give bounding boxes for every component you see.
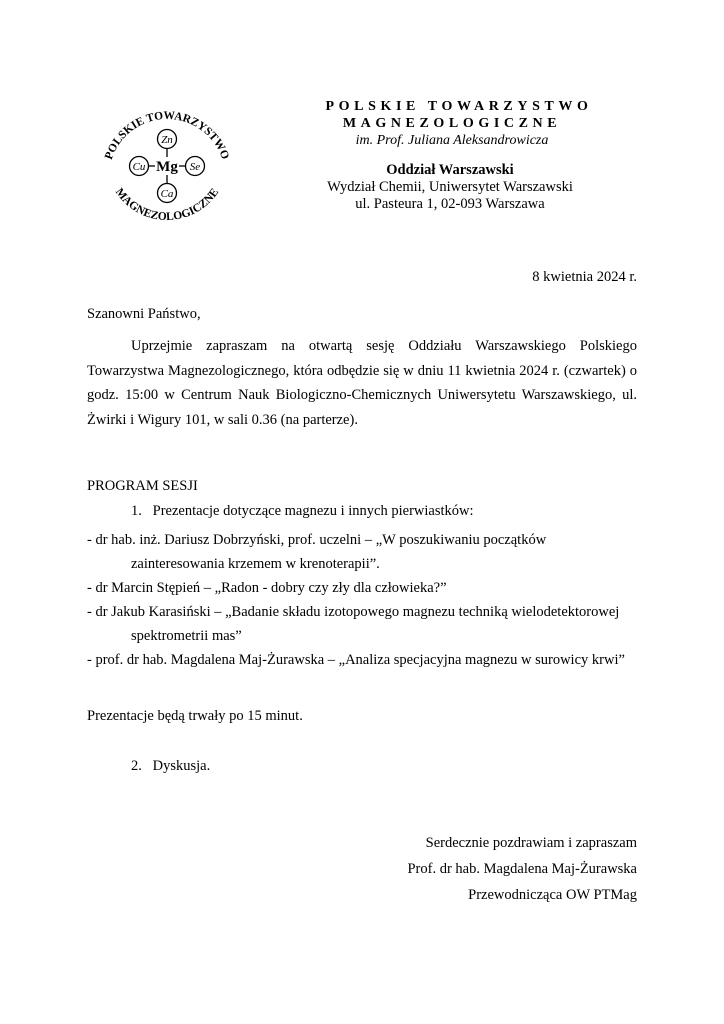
speaker-entry-text: - dr Jakub Karasiński – „Badanie składu izotopowego magnezu techniką wielodetektorowej <box>87 604 620 620</box>
society-patron: im. Prof. Juliana Aleksandrowicza <box>355 133 549 148</box>
speaker-entry-text: - dr hab. inż. Dariusz Dobrzyński, prof. uczelni – „W poszukiwaniu początków <box>87 532 547 548</box>
intro-text: Uprzejmie zapraszam na otwartą sesję Oddziału Warszawskiego Polskiego Towarzystwa Magnezologicznego, która odbędzie się w dniu 11 kwietnia 2024 r. (czwartek) o godz. 15:00 w Centrum Nauk Biologiczno-Chemicznych Uniwersytetu Warszawskiego, ul. Żwirki i Wigury 101, w sali 0.36 (na parterze). <box>87 338 637 428</box>
intro-paragraph <box>87 334 637 432</box>
program-item-1-label: Prezentacje dotyczące magnezu i innych pierwiastków: <box>152 503 474 519</box>
program-item-2-label: Dyskusja. <box>152 758 211 774</box>
society-name-line2: MAGNEZOLOGICZNE <box>342 116 562 131</box>
letter-date: 8 kwietnia 2024 r. <box>532 269 637 285</box>
logo-element-zn: Zn <box>161 134 173 146</box>
logo-seal <box>92 101 242 229</box>
logo-ring-text-top: POLSKIE TOWARZYSTWO <box>102 109 232 162</box>
logo-element-se: Se <box>189 161 201 173</box>
society-logo <box>92 101 242 229</box>
speaker-entry-continuation: zainteresowania krzemem w krenoterapii”. <box>131 556 380 572</box>
logo-element-ca: Ca <box>160 188 174 200</box>
closing-signature <box>407 830 637 908</box>
speaker-entry <box>87 576 647 600</box>
speaker-entry-text: - dr Marcin Stępień – „Radon - dobry czy zły dla człowieka?” <box>87 580 447 596</box>
speaker-entry <box>87 648 647 672</box>
society-name-line1: POLSKIE TOWARZYSTWO <box>325 99 593 114</box>
presentation-duration: Prezentacje będą trwały po 15 minut. <box>87 708 303 724</box>
program-title: PROGRAM SESJI <box>87 478 198 494</box>
branch-name: Oddział Warszawski <box>386 162 514 178</box>
program-item-2-number: 2. <box>131 758 142 774</box>
speaker-entry-text: - prof. dr hab. Magdalena Maj-Żurawska – „Analiza specjacyjna magnezu w surowicy krwi” <box>87 652 625 668</box>
program-item-1 <box>131 503 474 520</box>
speaker-list <box>87 528 647 672</box>
salutation: Szanowni Państwo, <box>87 306 201 322</box>
logo-element-mg: Mg <box>156 159 178 175</box>
letterhead <box>250 98 650 213</box>
logo-ring-text-bottom: MAGNEZOLOGICZNE <box>112 186 222 224</box>
closing-greeting: Serdecznie pozdrawiam i zapraszam <box>425 835 637 851</box>
signatory-title: Przewodnicząca OW PTMag <box>468 887 637 903</box>
signatory-name: Prof. dr hab. Magdalena Maj-Żurawska <box>407 861 637 877</box>
speaker-entry <box>87 600 647 648</box>
logo-element-cu: Cu <box>132 161 146 173</box>
speaker-entry <box>87 528 647 576</box>
speaker-entry-continuation: spektrometrii mas” <box>131 628 242 644</box>
department-name: Wydział Chemii, Uniwersytet Warszawski <box>327 179 573 195</box>
program-item-2 <box>131 758 210 775</box>
program-item-1-number: 1. <box>131 503 142 519</box>
address: ul. Pasteura 1, 02-093 Warszawa <box>355 196 545 212</box>
